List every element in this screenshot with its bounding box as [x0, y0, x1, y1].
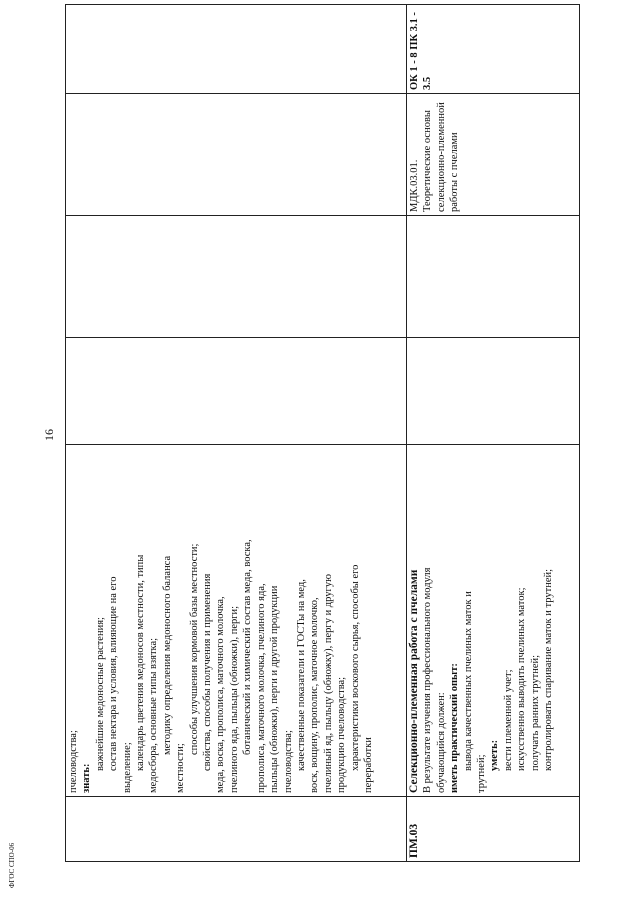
text-line: ботанический и химический состав меда, воска, [242, 539, 254, 755]
text-line: характеристики воскового сырья, способы его [349, 564, 361, 771]
text-line: трутней; [476, 754, 488, 793]
text-line: переработки [362, 737, 374, 793]
competence-cell [66, 5, 407, 94]
text-line: обучающийся должен: [435, 692, 447, 793]
module-title: Селекционно-племенная работа с пчелами [408, 569, 420, 793]
text-line: пчеловодства; [68, 730, 79, 793]
text-line: важнейшие медоносные растения; [94, 617, 106, 771]
text-line: искусственно выводить пчелиных маток; [516, 587, 528, 771]
footer-stamp: ФГОС СПО-06 [8, 842, 16, 888]
module-code-cell: ПМ.03 [407, 797, 580, 862]
text-line: пчелиный яд, пыльцу (обножку), пергу и другую [322, 574, 334, 793]
competence-cell: ОК 1 - 8 ПК 3.1 - 3.5 [407, 5, 580, 94]
text-line: пчеловодства; [282, 730, 294, 793]
text-line: местности; [175, 743, 187, 793]
course-cell [66, 94, 407, 216]
text-line: прополиса, маточного молочка, пчелиного яда, [255, 583, 267, 793]
text-line: пчелиного яда, пыльцы (обножки), перги; [228, 605, 240, 793]
text-line: меда, воска, прополиса, маточного молочка, [215, 596, 227, 793]
text-line: продукцию пчеловодства; [336, 676, 348, 793]
table-row [66, 5, 407, 862]
text-line: уметь: [489, 739, 501, 771]
text-line: иметь практический опыт: [449, 663, 461, 793]
rotated-table-container [65, 12, 575, 862]
text-line: пыльцы (обножки), перги и другой продукции [269, 585, 281, 793]
page-number: 16 [42, 429, 56, 441]
text-line: качественные показатели и ГОСТы на мед, [295, 579, 307, 771]
text-line: В результате изучения профессионального модуля [422, 567, 434, 793]
hours-cell-2 [407, 216, 580, 338]
text-line: методику определения медоносного баланса [161, 555, 173, 755]
module-content-cell [407, 445, 580, 797]
table-row [407, 5, 580, 862]
text-line: получать ранних трутней; [529, 654, 541, 771]
text-line: выделение; [121, 742, 133, 793]
hours-cell [66, 338, 407, 445]
curriculum-table [65, 4, 580, 862]
hours-cell [407, 338, 580, 445]
text-line: вести племенной учет; [502, 669, 514, 771]
text-line: медосбора, основные типы взятка; [148, 637, 160, 793]
module-content-cell [66, 445, 407, 797]
text-line: контролировать спаривание маток и трутней; [543, 568, 555, 771]
text-line: свойства, способы получения и применения [202, 573, 214, 771]
text-line: воск, вощину, прополис, маточное молочко, [309, 597, 321, 793]
module-code-cell [66, 797, 407, 862]
hours-cell-2 [66, 216, 407, 338]
text-line: календарь цветения медоносов местности, типы [135, 554, 147, 771]
text-line: способы улучшения кормовой базы местности; [188, 543, 200, 755]
text-line: знать: [81, 763, 93, 793]
text-line: состав нектара и условия, влияющие на его [108, 576, 120, 771]
text-line: вывода качественных пчелиных маток и [462, 591, 474, 771]
course-cell: МДК.03.01. Теоретические основы селекционно-племенной работы с пчелами [407, 94, 580, 216]
